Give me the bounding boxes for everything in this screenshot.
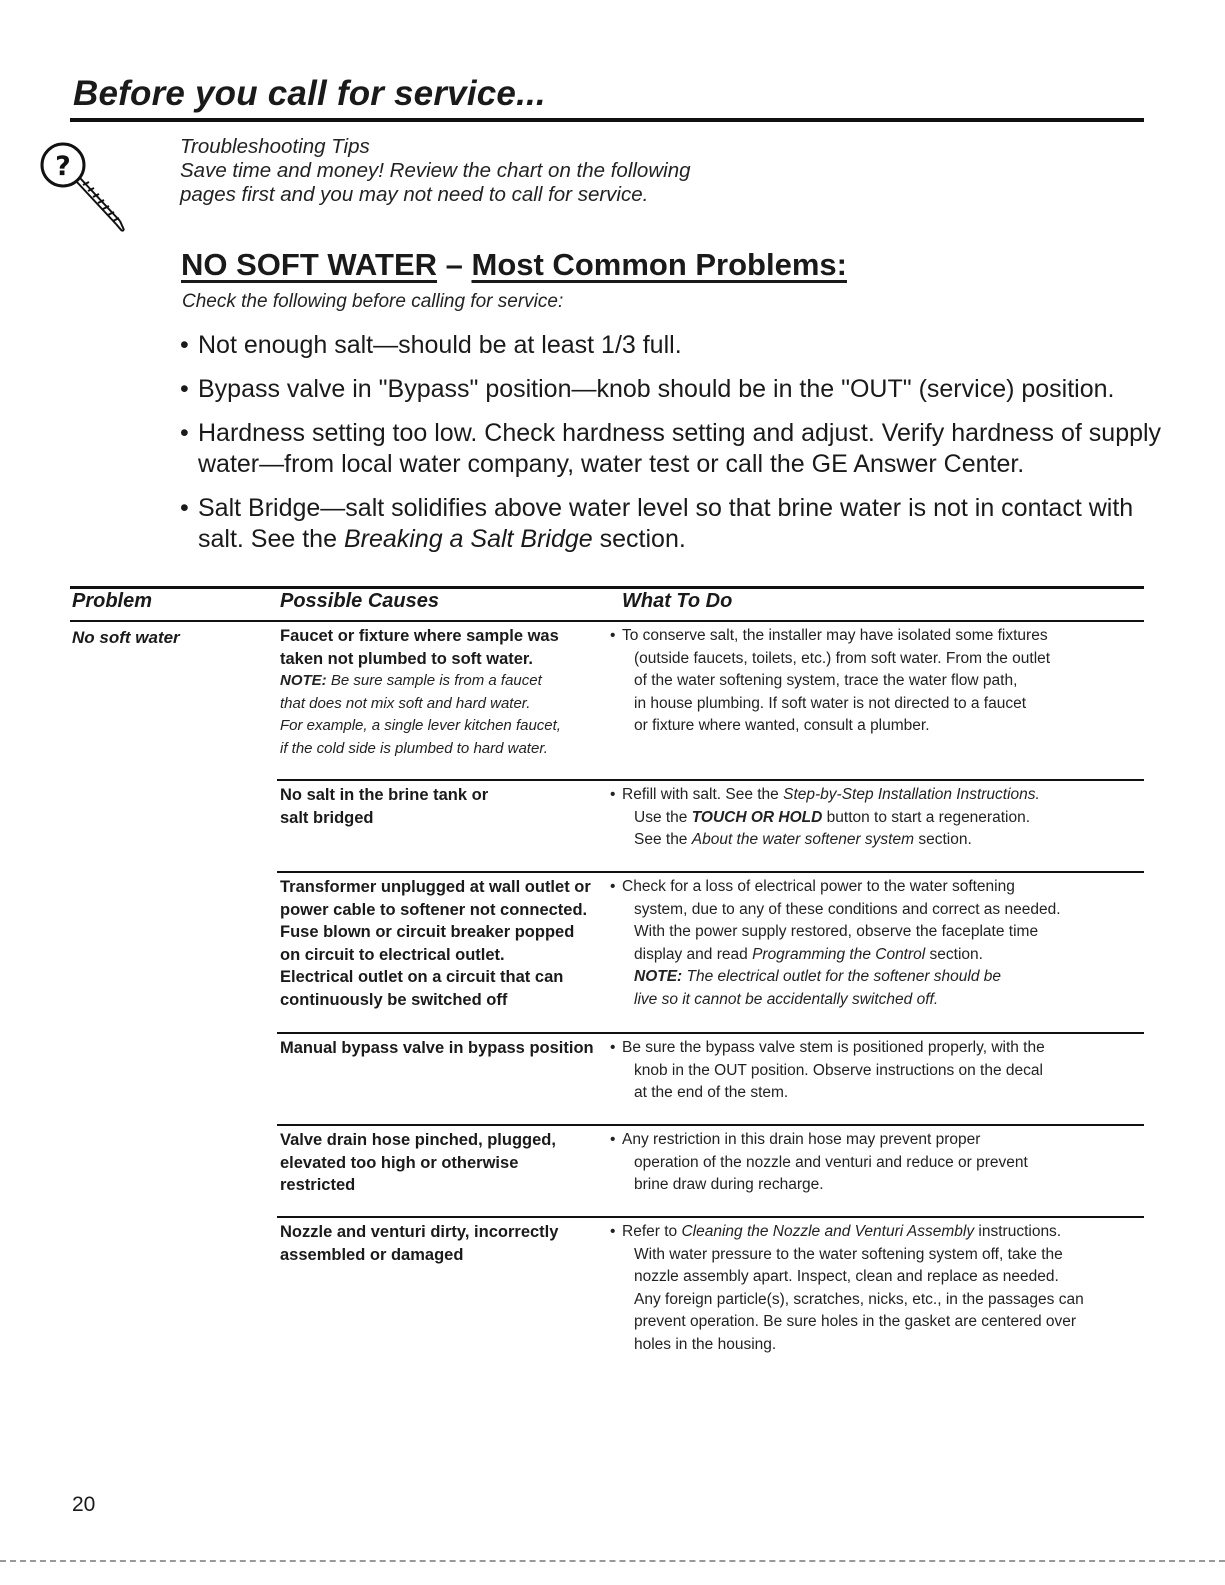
table-header-rule (70, 620, 1144, 622)
scan-edge-line (0, 1560, 1225, 1562)
list-item: • Bypass valve in "Bypass" position—knob should be in the "OUT" (service) position. (180, 374, 1150, 405)
column-header-todo: What To Do (622, 590, 733, 612)
cause-cell: Nozzle and venturi dirty, incorrectly assembled or damaged (280, 1223, 559, 1264)
row-divider (277, 779, 1144, 781)
list-item: • Not enough salt—should be at least 1/3 full. (180, 330, 1150, 361)
tips-line: pages first and you may not need to call for service. (180, 183, 649, 206)
todo-cell: • Refer to Cleaning the Nozzle and Venturi Assembly instructions. With water pressure to the water softening system off, take the nozzle assembly apart. Inspect, clean and replace as needed. Any foreign particle(s), scratches, nicks, etc., in the passages can prevent operation. Be sure holes in the gasket are centered over holes in the housing. (622, 1221, 1147, 1357)
page-title: Before you call for service... (73, 74, 546, 113)
table-top-rule (70, 586, 1144, 589)
cause-cell: No salt in the brine tank or salt bridged (280, 786, 489, 827)
todo-cell: • Check for a loss of electrical power to the water softening system, due to any of these conditions and correct as needed. With the power supply restored, observe the faceplate time display and read Programming the Control section. NOTE: The electrical outlet for the softener should be live so it cannot be accidentally switched off. (622, 876, 1147, 1012)
cause-cell: Transformer unplugged at wall outlet or power cable to softener not connected. Fuse blown or circuit breaker popped on circuit to electrical outlet. Electrical outlet on a circuit that can continuously be switched off (280, 878, 591, 1009)
row-divider (277, 871, 1144, 873)
problem-cell: No soft water (72, 628, 180, 647)
todo-cell: • Refill with salt. See the Step-by-Step Installation Instructions. Use the TOUCH OR HOLD button to start a regeneration. See the About the water softener system section. (622, 784, 1147, 852)
common-problems-list (180, 330, 1162, 568)
column-header-problem: Problem (72, 590, 153, 612)
todo-cell: • Be sure the bypass valve stem is positioned properly, with the knob in the OUT position. Observe instructions on the decal at the end of the stem. (622, 1037, 1147, 1105)
row-divider (277, 1124, 1144, 1126)
troubleshooting-tips (180, 135, 691, 207)
cause-cell: Valve drain hose pinched, plugged, elevated too high or otherwise restricted (280, 1131, 556, 1195)
question-magnifier-icon (36, 138, 166, 250)
row-divider (277, 1216, 1144, 1218)
tips-title: Troubleshooting Tips (180, 135, 370, 158)
title-rule (70, 118, 1144, 122)
todo-cell: • To conserve salt, the installer may have isolated some fixtures (outside faucets, toilets, etc.) from soft water. From the outlet of the water softening system, trace the water flow path, in house plumbing. If soft water is not directed to a faucet or fixture where wanted, consult a plumber. (622, 625, 1147, 738)
cause-cell: Manual bypass valve in bypass position (280, 1039, 594, 1057)
column-header-causes: Possible Causes (280, 590, 439, 612)
cause-cell: Faucet or fixture where sample was taken not plumbed to soft water. NOTE: Be sure sample is from a faucet that does not mix soft and hard water. For example, a single lever kitchen faucet, if the cold side is plumbed to hard water. (280, 627, 561, 757)
check-instruction: Check the following before calling for service: (182, 291, 564, 312)
svg-text:?: ? (55, 151, 71, 182)
todo-cell: • Any restriction in this drain hose may prevent proper operation of the nozzle and venturi and reduce or prevent brine draw during recharge. (622, 1129, 1147, 1197)
page-number: 20 (72, 1493, 96, 1516)
common-problems-heading: NO SOFT WATER – Most Common Problems: (181, 247, 847, 282)
tips-line: Save time and money! Review the chart on the following (180, 159, 691, 182)
list-item: • Hardness setting too low. Check hardness setting and adjust. Verify hardness of supply water—from local water company, water test or call the GE Answer Center. (180, 418, 1150, 480)
list-item: • Salt Bridge—salt solidifies above water level so that brine water is not in contact with salt. See the Breaking a Salt Bridge section. (180, 493, 1150, 555)
row-divider (277, 1032, 1144, 1034)
